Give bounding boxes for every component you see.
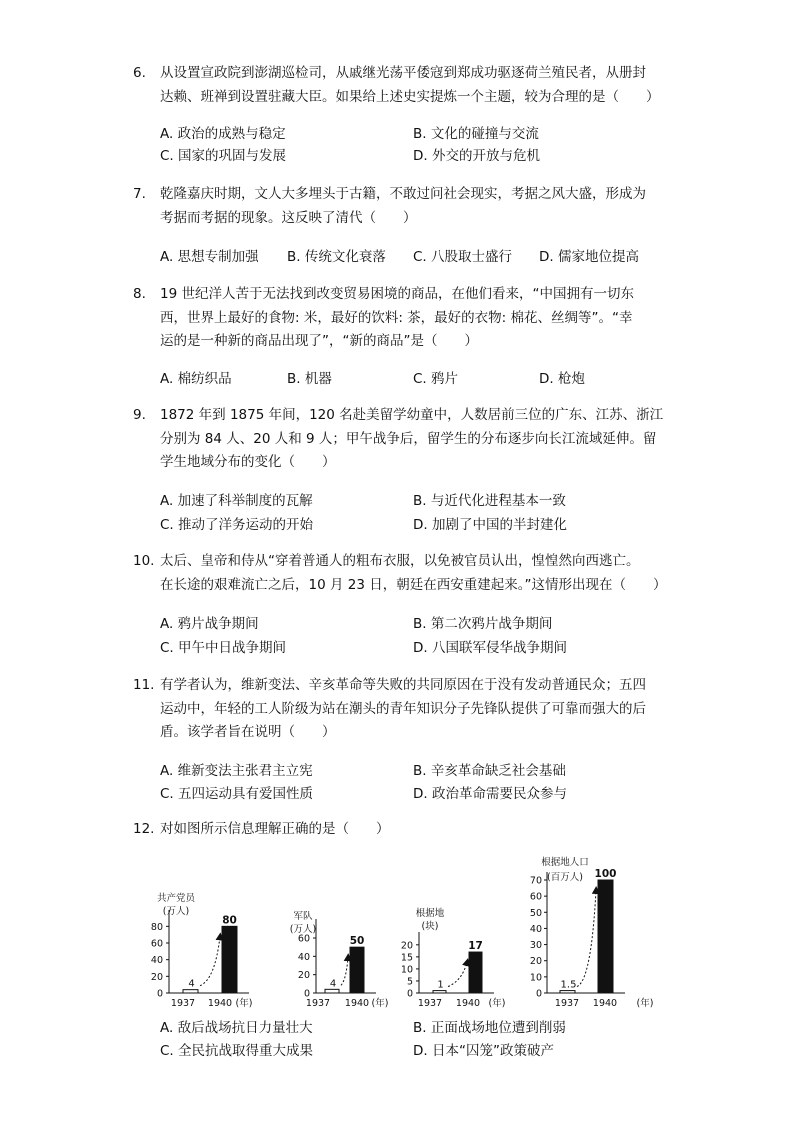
y-axis-label: (块) xyxy=(421,921,439,932)
question-number: 9. xyxy=(133,407,146,423)
question-number: 11. xyxy=(133,677,155,693)
x-axis-unit: (年) xyxy=(636,998,654,1009)
option-b[interactable]: B. 传统文化衰落 xyxy=(287,249,386,265)
value-label-1937: 4 xyxy=(188,978,195,990)
y-tick-label: 60 xyxy=(297,933,310,945)
option-a[interactable]: A. 政治的成熟与稳定 xyxy=(160,126,286,142)
option-c[interactable]: C. 鸦片 xyxy=(413,371,459,387)
option-b[interactable]: B. 辛亥革命缺乏社会基础 xyxy=(413,763,566,779)
value-label-1937: 1 xyxy=(437,979,444,991)
question-stem-line: 有学者认为，维新变法、辛亥革命等失败的共同原因在于没有发动普通民众；五四 xyxy=(160,677,646,693)
option-c[interactable]: C. 推动了洋务运动的开始 xyxy=(160,517,314,533)
x-tick-label: 1937 xyxy=(554,998,580,1009)
question-stem-line: 考据而考据的现象。这反映了清代（ ） xyxy=(160,209,417,226)
option-d[interactable]: D. 枪炮 xyxy=(539,371,585,387)
question-stem-line: 对如图所示信息理解正确的是（ ） xyxy=(160,821,390,837)
x-tick-label: 1940 xyxy=(455,998,481,1009)
bar-1940 xyxy=(350,947,364,993)
question-stem-line: 乾隆嘉庆时期，文人大多埋头于古籍，不敢过问社会现实，考据之风大盛，形成为 xyxy=(160,186,646,202)
option-d[interactable]: D. 日本“囚笼”政策破产 xyxy=(413,1043,554,1059)
y-tick-label: 50 xyxy=(529,907,542,919)
y-tick-label: 0 xyxy=(303,988,310,1000)
x-tick-label: 1937 xyxy=(170,998,196,1009)
question-stem-line: 从设置宣政院到澎湖巡检司，从戚继光荡平倭寇到郑成功驱逐荷兰殖民者，从册封 xyxy=(160,65,646,81)
option-b[interactable]: B. 文化的碰撞与交流 xyxy=(413,126,539,142)
y-tick-label: 60 xyxy=(529,891,542,903)
question-number: 12. xyxy=(133,821,155,837)
option-a[interactable]: A. 鸦片战争期间 xyxy=(160,616,259,632)
question-stem-line: 太后、皇帝和侍从“穿着普通人的粗布衣服，以免被官员认出，惶惶然向西逃亡。 xyxy=(160,553,640,569)
option-d[interactable]: D. 八国联军侵华战争期间 xyxy=(413,640,567,656)
y-axis-label: (百万人) xyxy=(547,872,583,883)
option-a[interactable]: A. 棉纺织品 xyxy=(160,371,232,387)
bar-1940 xyxy=(598,880,613,993)
option-c[interactable]: C. 五四运动具有爱国性质 xyxy=(160,786,314,802)
y-tick-label: 70 xyxy=(529,875,542,887)
option-a[interactable]: A. 维新变法主张君主立宪 xyxy=(160,763,313,779)
x-axis-unit: (年) xyxy=(371,998,389,1009)
option-b[interactable]: B. 正面战场地位遭到削弱 xyxy=(413,1020,566,1036)
y-tick-label: 0 xyxy=(156,988,163,1000)
y-tick-label: 40 xyxy=(297,951,310,963)
y-tick-label: 10 xyxy=(400,964,413,976)
bar-1937 xyxy=(183,990,198,993)
value-label-1940: 80 xyxy=(222,914,237,927)
option-c[interactable]: C. 全民抗战取得重大成果 xyxy=(160,1043,314,1059)
y-tick-label: 40 xyxy=(150,955,163,967)
y-tick-label: 20 xyxy=(400,940,413,952)
question-stem-line: 运动中，年轻的工人阶级为站在潮头的青年知识分子先锋队提供了可靠而强大的后 xyxy=(160,700,646,717)
option-d[interactable]: D. 外交的开放与危机 xyxy=(413,148,540,164)
option-a[interactable]: A. 敌后战场抗日力量壮大 xyxy=(160,1020,313,1036)
value-label-1940: 50 xyxy=(349,935,365,948)
value-label-1940: 17 xyxy=(468,940,483,953)
question-stem-line: 1872 年到 1875 年间，120 名赴美留学幼童中，人数居前三位的广东、江苏、浙江 xyxy=(160,407,664,423)
y-axis-label: 军队 xyxy=(293,911,313,922)
option-d[interactable]: D. 加剧了中国的半封建化 xyxy=(413,517,567,533)
y-tick-label: 80 xyxy=(150,921,163,933)
option-d[interactable]: D. 儒家地位提高 xyxy=(539,249,639,265)
growth-arrow xyxy=(341,957,348,985)
option-c[interactable]: C. 国家的巩固与发展 xyxy=(160,148,287,164)
y-tick-label: 40 xyxy=(529,923,542,935)
option-c[interactable]: C. 甲午中日战争期间 xyxy=(160,640,287,656)
y-tick-label: 60 xyxy=(150,938,163,950)
y-tick-label: 10 xyxy=(529,972,542,984)
question-stem-line: 在长途的艰难流亡之后，10 月 23 日，朝廷在西安重建起来。”这情形出现在（ ） xyxy=(160,576,667,593)
y-tick-label: 20 xyxy=(297,970,310,982)
question-number: 7. xyxy=(133,186,146,202)
bar-1937 xyxy=(560,991,575,993)
option-b[interactable]: B. 第二次鸦片战争期间 xyxy=(413,616,553,632)
option-b[interactable]: B. 与近代化进程基本一致 xyxy=(413,493,566,509)
growth-arrow xyxy=(448,962,467,987)
x-axis-unit: (年) xyxy=(235,998,253,1009)
question-stem-line: 运的是一种新的商品出现了”，“新的商品”是（ ） xyxy=(160,333,478,349)
x-axis-unit: (年) xyxy=(488,998,506,1009)
y-axis-label: (万人) xyxy=(289,924,317,935)
option-a[interactable]: A. 思想专制加强 xyxy=(160,249,259,265)
value-label-1937: 4 xyxy=(329,978,337,990)
value-label-1937: 1.5 xyxy=(560,979,577,991)
bar-1937 xyxy=(433,991,446,993)
y-tick-label: 15 xyxy=(400,952,413,964)
question-stem-line: 达赖、班禅到设置驻藏大臣。如果给上述史实提炼一个主题，较为合理的是（ ） xyxy=(160,88,660,105)
question-stem-line: 分别为 84 人、20 人和 9 人；甲午战争后，留学生的分布逐步向长江流域延伸。留 xyxy=(160,430,657,447)
option-a[interactable]: A. 加速了科举制度的瓦解 xyxy=(160,493,313,509)
option-d[interactable]: D. 政治革命需要民众参与 xyxy=(413,786,567,802)
y-tick-label: 0 xyxy=(406,988,413,1000)
x-tick-label: 1937 xyxy=(305,998,331,1009)
x-tick-label: 1940 xyxy=(207,998,233,1009)
y-tick-label: 30 xyxy=(529,940,542,952)
y-axis-label: 根据地人口 xyxy=(541,857,589,868)
bar-1937 xyxy=(325,989,339,993)
y-tick-label: 0 xyxy=(535,988,542,1000)
y-tick-label: 20 xyxy=(150,971,163,983)
question-number: 6. xyxy=(133,65,146,81)
question-stem-line: 盾。该学者旨在说明（ ） xyxy=(160,724,336,740)
growth-arrow xyxy=(200,936,220,985)
bar-1940 xyxy=(469,952,482,993)
bar-1940 xyxy=(222,926,237,993)
y-axis-label: 共产党员 xyxy=(156,893,196,904)
x-tick-label: 1940 xyxy=(344,998,370,1009)
question-stem-line: 西，世界上最好的食物: 米，最好的饮料: 茶，最好的衣物: 棉花、丝绸等”。“幸 xyxy=(160,309,633,326)
value-label-1940: 100 xyxy=(594,868,617,880)
question-number: 8. xyxy=(133,286,146,302)
option-b[interactable]: B. 机器 xyxy=(287,371,332,387)
y-axis-label: (万人) xyxy=(162,906,190,917)
option-c[interactable]: C. 八股取士盛行 xyxy=(413,249,513,265)
y-tick-label: 20 xyxy=(529,956,542,968)
y-tick-label: 5 xyxy=(406,976,413,988)
y-axis-label: 根据地 xyxy=(415,908,445,919)
question-number: 10. xyxy=(133,553,155,569)
x-tick-label: 1937 xyxy=(417,998,443,1009)
growth-arrow xyxy=(577,890,596,987)
question-stem-line: 19 世纪洋人苦于无法找到改变贸易困境的商品，在他们看来，“中国拥有一切东 xyxy=(160,286,634,302)
question-stem-line: 学生地域分布的变化（ ） xyxy=(160,454,336,470)
x-tick-label: 1940 xyxy=(592,998,618,1009)
